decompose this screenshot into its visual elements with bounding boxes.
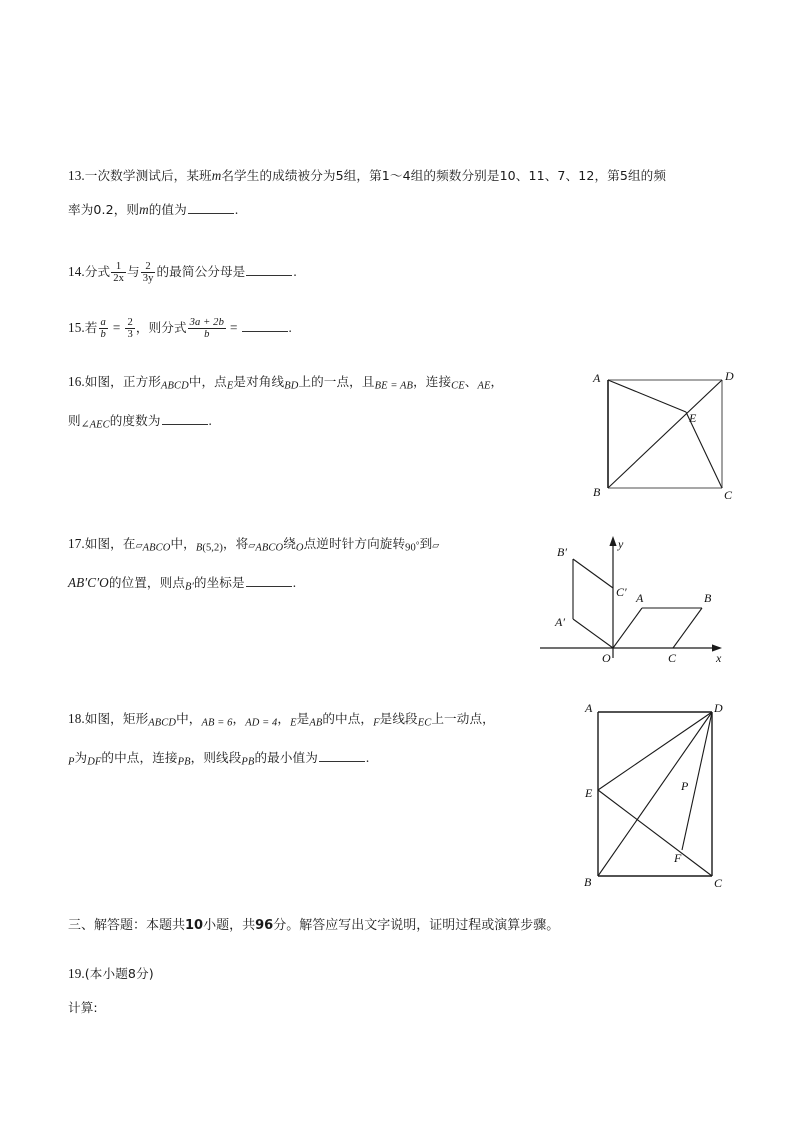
q16-e: E bbox=[226, 380, 234, 392]
question-15 bbox=[68, 311, 728, 345]
question-17-line-2 bbox=[68, 566, 538, 605]
question-19-points: (本小题8分) bbox=[84, 966, 154, 981]
label-b: B bbox=[704, 591, 712, 605]
q17-pg-2: ▱ bbox=[248, 540, 256, 550]
q17-t6: 到 bbox=[419, 536, 433, 551]
q17-t4: 绕 bbox=[283, 536, 296, 551]
label-c: C bbox=[714, 876, 723, 890]
q18-t3: ， bbox=[232, 711, 246, 726]
q16-t7: ， bbox=[490, 374, 504, 389]
q16-t2: 中，点 bbox=[188, 374, 227, 389]
q18-t8: 上一动点， bbox=[431, 711, 495, 726]
label-a: A bbox=[585, 701, 593, 715]
q15-ab-denominator: b bbox=[100, 328, 106, 340]
section-total-score: 96 bbox=[255, 918, 274, 933]
y-axis-arrow bbox=[609, 536, 616, 546]
q14-fraction-2 bbox=[141, 261, 156, 284]
q15-ab-numerator: a bbox=[100, 316, 106, 328]
q15-text-a: 若 bbox=[84, 320, 98, 335]
question-16-figure bbox=[586, 366, 736, 506]
q18-ab-6: AB = 6 bbox=[201, 717, 233, 729]
question-13-line-2 bbox=[68, 193, 728, 227]
question-13-line-1 bbox=[68, 159, 728, 193]
question-14-line-1 bbox=[68, 255, 728, 289]
q17-t8: 的坐标是 bbox=[193, 574, 245, 590]
q15-expr-numerator: 3a + 2b bbox=[189, 316, 224, 328]
q17-abco-prime: AB′C′O bbox=[68, 574, 109, 590]
segment-ec bbox=[598, 790, 712, 876]
question-13 bbox=[68, 159, 728, 227]
label-f: F bbox=[674, 851, 682, 865]
q15-23-numerator: 2 bbox=[127, 316, 133, 328]
q14-frac1-numerator: 1 bbox=[111, 261, 126, 273]
q17-t2: 中， bbox=[170, 536, 196, 551]
q18-t11: ，则线段 bbox=[190, 749, 242, 765]
q13-period: . bbox=[234, 202, 239, 217]
q18-t1: 如图，矩形 bbox=[84, 711, 149, 726]
section-suffix: 分。解答应写出文字说明，证明过程或演算步骤。 bbox=[273, 918, 560, 933]
label-e: E bbox=[585, 786, 593, 800]
q16-abcd: ABCD bbox=[160, 380, 189, 392]
question-16-line-2 bbox=[68, 404, 598, 443]
q14-fraction-1 bbox=[111, 261, 126, 284]
section-mid: 小题，共 bbox=[203, 918, 256, 933]
q14-text-c: 的最简公分母是 bbox=[156, 264, 246, 279]
q16-ce: CE bbox=[451, 380, 465, 392]
q16-t5: ，连接 bbox=[413, 374, 452, 389]
label-c: C bbox=[668, 651, 677, 665]
q15-period: . bbox=[288, 320, 292, 335]
segment-ae bbox=[608, 380, 686, 412]
question-14-number: 14. bbox=[68, 264, 85, 279]
q15-fraction-expr bbox=[188, 317, 226, 340]
segment-bc bbox=[673, 608, 702, 648]
question-16-number: 16. bbox=[68, 374, 85, 389]
question-19-number: 19. bbox=[68, 966, 85, 981]
question-19-header bbox=[68, 957, 728, 991]
q17-pg-1: ▱ bbox=[135, 540, 143, 550]
label-a: A bbox=[636, 591, 644, 605]
label-c-prime: C′ bbox=[616, 585, 627, 599]
q18-ad-4: AD = 4 bbox=[245, 717, 278, 729]
segment-ed bbox=[598, 712, 712, 790]
label-b: B bbox=[593, 485, 601, 499]
q15-equals-2: = bbox=[229, 320, 238, 335]
q17-t5: 点逆时针方向旋转 bbox=[303, 536, 406, 551]
label-x-axis: x bbox=[716, 651, 722, 665]
q18-t7: 是线段 bbox=[379, 711, 418, 726]
label-p: P bbox=[681, 779, 689, 793]
q18-t10: 的中点，连接 bbox=[101, 749, 178, 765]
q13-answer-blank[interactable] bbox=[188, 202, 234, 214]
q16-answer-blank[interactable] bbox=[162, 413, 208, 425]
label-a: A bbox=[593, 371, 601, 385]
question-17-figure bbox=[532, 526, 732, 671]
diagonal-bd bbox=[598, 712, 712, 876]
q14-period: . bbox=[293, 264, 297, 279]
question-16-line-1 bbox=[68, 365, 598, 404]
q17-b: B bbox=[195, 542, 203, 554]
q13-var-m-1: m bbox=[211, 168, 222, 183]
segment-bc-prime bbox=[573, 559, 613, 588]
q18-p: P bbox=[68, 756, 75, 768]
q15-23-denominator: 3 bbox=[127, 328, 133, 340]
q18-e: E bbox=[290, 717, 297, 729]
q18-f: F bbox=[373, 717, 380, 729]
q16-angle-aec: ∠AEC bbox=[80, 419, 110, 431]
q16-t4: 上的一点，且 bbox=[298, 374, 375, 389]
q18-ab: AB bbox=[309, 717, 323, 729]
label-b: B bbox=[584, 875, 592, 889]
q17-answer-blank[interactable] bbox=[246, 575, 292, 587]
diagonal-bd bbox=[608, 380, 722, 488]
label-e: E bbox=[689, 411, 697, 425]
q18-period: . bbox=[365, 749, 370, 765]
question-18-line-1 bbox=[68, 702, 588, 741]
q15-fraction-ab bbox=[99, 317, 108, 340]
question-15-line-1 bbox=[68, 311, 728, 345]
q13-var-m-2: m bbox=[139, 202, 149, 217]
section-question-count: 10 bbox=[185, 918, 204, 933]
q15-text-b: ，则分式 bbox=[135, 320, 187, 335]
q17-b-coords: (5,2) bbox=[202, 542, 223, 554]
q16-t6: 、 bbox=[464, 374, 478, 389]
q17-period: . bbox=[292, 574, 297, 590]
q14-text-a: 分式 bbox=[84, 264, 111, 279]
question-19 bbox=[68, 957, 728, 1025]
q17-angle-90: 90 bbox=[405, 542, 416, 554]
q17-pg-3: ▱ bbox=[432, 540, 440, 550]
q16-ae: AE bbox=[477, 380, 491, 392]
question-14 bbox=[68, 255, 728, 289]
q17-abco-1: ABCO bbox=[142, 542, 171, 554]
q14-answer-blank[interactable] bbox=[246, 264, 292, 276]
q17-o: O bbox=[295, 542, 304, 554]
q14-frac2-numerator: 2 bbox=[141, 261, 156, 273]
q18-answer-blank[interactable] bbox=[319, 750, 365, 762]
question-13-number: 13. bbox=[68, 168, 85, 183]
q18-abcd: ABCD bbox=[148, 717, 177, 729]
q13-text-a: 一次数学测试后，某班 bbox=[84, 168, 212, 183]
q17-t1: 如图，在 bbox=[84, 536, 136, 551]
question-16 bbox=[68, 365, 598, 442]
q16-period: . bbox=[208, 412, 212, 428]
q14-frac2-denominator: 3y bbox=[142, 272, 154, 284]
question-17 bbox=[68, 527, 538, 604]
question-19-prompt: 计算: bbox=[68, 1000, 98, 1015]
q18-df: DF bbox=[87, 756, 102, 768]
section-heading-three bbox=[68, 911, 559, 941]
question-18-number: 18. bbox=[68, 711, 85, 726]
q17-b-prime: B′ bbox=[184, 581, 194, 593]
q16-t9: 的度数为 bbox=[109, 412, 161, 428]
section-prefix: 三、解答题：本题共 bbox=[68, 918, 186, 933]
q17-t3: ，将 bbox=[222, 536, 249, 551]
label-d: D bbox=[725, 369, 734, 383]
q18-t9: 为 bbox=[74, 749, 88, 765]
question-19-prompt-line bbox=[68, 991, 728, 1025]
question-15-number: 15. bbox=[68, 320, 85, 335]
q18-pb-1: PB bbox=[177, 756, 191, 768]
q14-text-b: 与 bbox=[126, 264, 140, 279]
q16-t8: 则 bbox=[68, 412, 81, 428]
q17-degree: ° bbox=[415, 540, 420, 550]
question-18 bbox=[68, 702, 588, 779]
q18-ec: EC bbox=[417, 717, 432, 729]
segment-oa-prime bbox=[573, 619, 613, 648]
question-18-line-2 bbox=[68, 741, 588, 780]
q16-be-ab: BE = AB bbox=[374, 380, 414, 392]
q13-text-b: 名学生的成绩被分为5组，第1～4组的频数分别是10、11、7、12，第5组的频 bbox=[221, 168, 667, 183]
label-y-axis: y bbox=[618, 537, 624, 551]
question-18-figure bbox=[584, 698, 739, 893]
q17-t7: 的位置，则点 bbox=[108, 574, 185, 590]
segment-oa bbox=[613, 608, 642, 648]
label-a-prime: A′ bbox=[555, 615, 565, 629]
q18-t2: 中， bbox=[176, 711, 202, 726]
q13-text-c: 率为0.2，则 bbox=[68, 202, 140, 217]
q16-t1: 如图，正方形 bbox=[84, 374, 161, 389]
q18-pb-2: PB bbox=[241, 756, 255, 768]
q18-t5: 是 bbox=[296, 711, 310, 726]
q17-abco-2: ABCO bbox=[255, 542, 284, 554]
q15-fraction-23 bbox=[125, 317, 134, 340]
q16-bd: BD bbox=[284, 380, 299, 392]
q15-equals-1: = bbox=[112, 320, 121, 335]
q18-t12: 的最小值为 bbox=[254, 749, 318, 765]
q15-expr-denominator: b bbox=[204, 328, 210, 340]
q18-t4: ， bbox=[277, 711, 291, 726]
label-o: O bbox=[602, 651, 611, 665]
label-b-prime: B′ bbox=[557, 545, 567, 559]
label-c: C bbox=[724, 488, 733, 502]
label-d: D bbox=[714, 701, 723, 715]
q16-t3: 是对角线 bbox=[233, 374, 285, 389]
q13-text-d: 的值为 bbox=[148, 202, 187, 217]
question-17-number: 17. bbox=[68, 536, 85, 551]
question-17-line-1 bbox=[68, 527, 538, 566]
q18-t6: 的中点， bbox=[322, 711, 374, 726]
q14-frac1-denominator: 2x bbox=[113, 272, 124, 284]
q15-answer-blank[interactable] bbox=[242, 320, 288, 332]
